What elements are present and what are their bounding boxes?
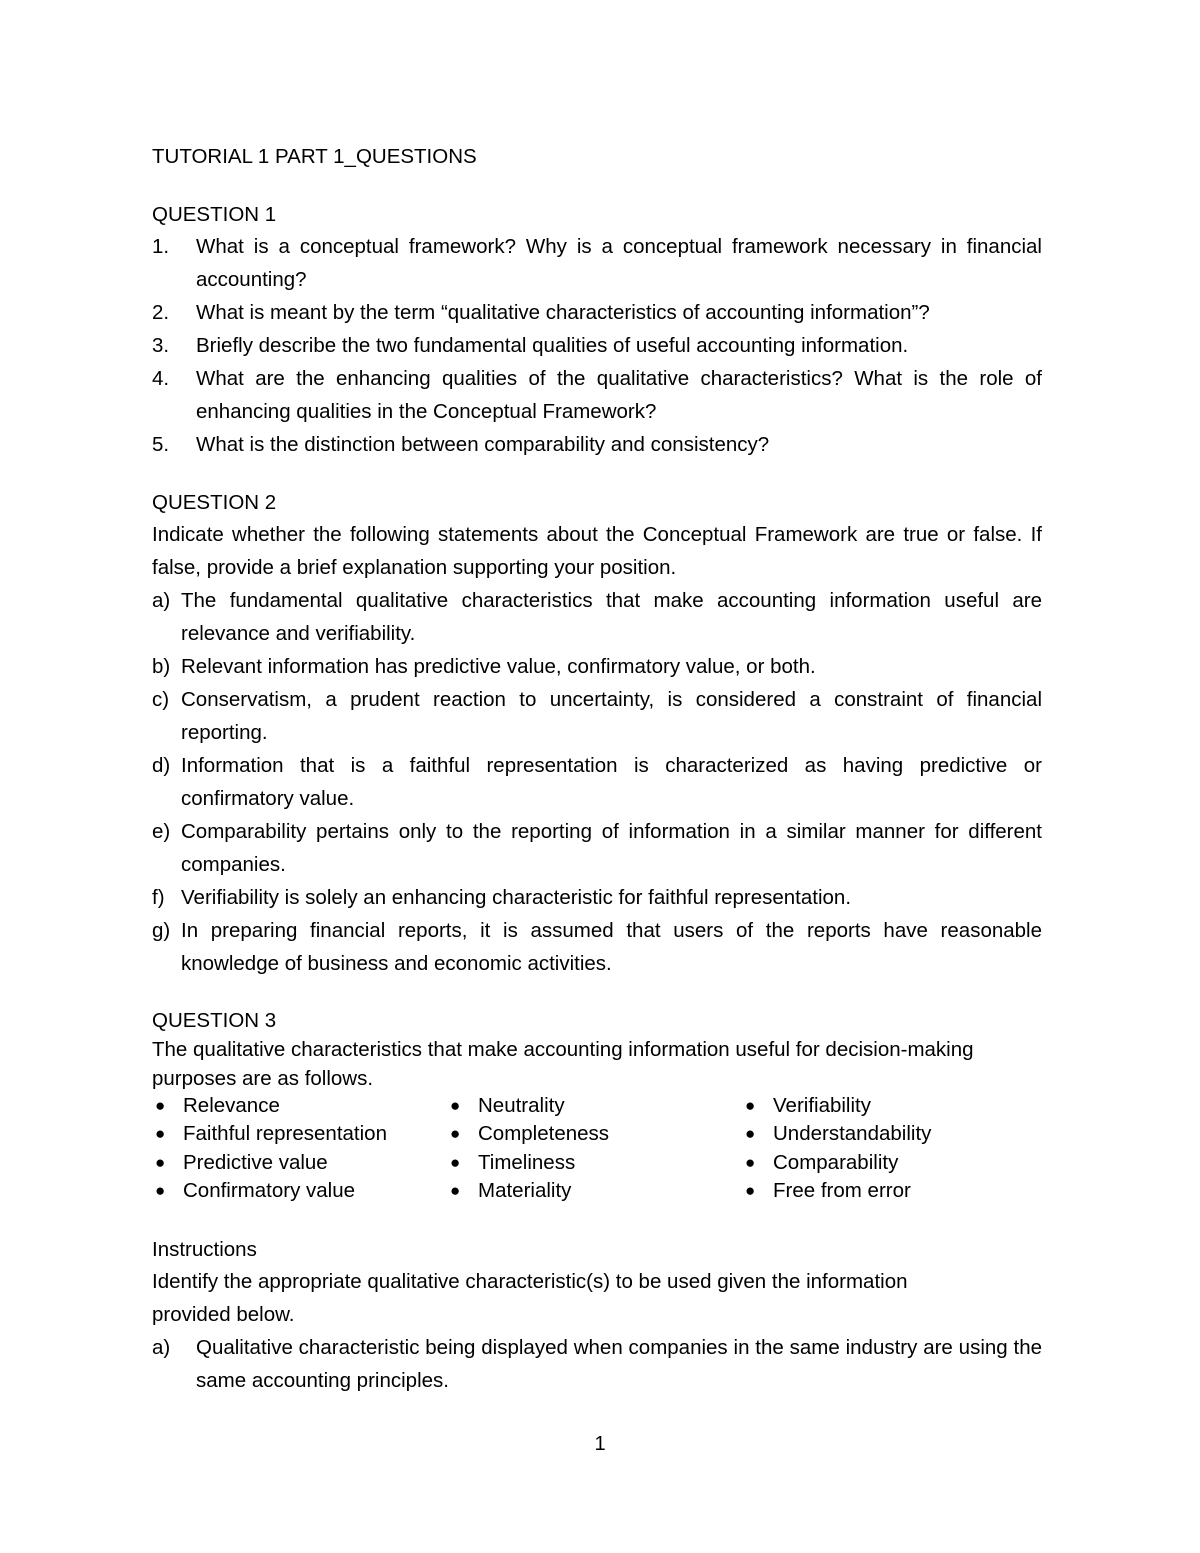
item-label: c) <box>152 688 170 711</box>
list-item <box>152 1092 447 1120</box>
question-3-intro: The qualitative characteristics that make accounting information useful for decision-making purposes are as follows. <box>152 1038 974 1090</box>
list-item <box>742 1177 1037 1205</box>
characteristic-label: Comparability <box>773 1150 899 1174</box>
characteristics-list <box>152 1092 1042 1205</box>
question-3-list <box>152 1331 1042 1397</box>
list-item <box>152 683 1042 749</box>
list-item <box>152 881 1042 914</box>
characteristic-label: Faithful representation <box>183 1122 387 1146</box>
question-3-section <box>152 1006 1042 1093</box>
characteristic-label: Verifiability <box>773 1094 871 1117</box>
item-text: Briefly describe the two fundamental qualities of useful accounting information. <box>196 334 909 357</box>
item-label: a) <box>152 589 171 612</box>
list-item <box>152 584 1042 650</box>
list-item <box>742 1149 1037 1177</box>
item-number: 1. <box>152 235 170 258</box>
document-title: TUTORIAL 1 PART 1_QUESTIONS <box>152 145 477 168</box>
list-item <box>152 1331 1042 1397</box>
item-text: Conservatism, a prudent reaction to uncertainty, is considered a constraint of financial reporting. <box>181 688 1042 744</box>
item-text: What is meant by the term “qualitative characteristics of accounting information”? <box>196 301 930 324</box>
bullet-icon: ● <box>745 1152 756 1172</box>
item-label: d) <box>152 754 171 777</box>
list-item <box>152 749 1042 815</box>
item-number: 2. <box>152 301 170 324</box>
list-item <box>447 1120 742 1148</box>
list-item <box>447 1149 742 1177</box>
bullet-icon: ● <box>155 1124 166 1144</box>
list-item <box>152 650 1042 683</box>
bullet-icon: ● <box>745 1124 756 1144</box>
instructions-heading: Instructions <box>152 1238 257 1261</box>
characteristics-column <box>742 1092 1037 1205</box>
characteristic-label: Completeness <box>478 1122 610 1146</box>
bullet-icon: ● <box>450 1096 461 1115</box>
characteristic-label: Materiality <box>478 1178 572 1202</box>
item-text: What is a conceptual framework? Why is a conceptual framework necessary in financial accounting? <box>196 235 1042 291</box>
item-number: 5. <box>152 433 170 456</box>
characteristic-label: Timeliness <box>478 1150 576 1174</box>
list-item <box>152 1149 447 1177</box>
list-item <box>152 914 1042 980</box>
list-item <box>447 1177 742 1205</box>
question-2-heading: QUESTION 2 <box>152 491 277 514</box>
question-1-heading: QUESTION 1 <box>152 203 277 226</box>
characteristics-column <box>447 1092 742 1205</box>
bullet-icon: ● <box>450 1180 461 1200</box>
page-number: 1 <box>594 1433 606 1455</box>
item-number: 3. <box>152 334 170 357</box>
characteristic-label: Confirmatory value <box>183 1178 356 1202</box>
characteristic-label: Relevance <box>183 1094 280 1117</box>
characteristic-label: Predictive value <box>183 1150 328 1174</box>
item-label: a) <box>152 1336 171 1359</box>
list-item <box>152 815 1042 881</box>
bullet-icon: ● <box>450 1152 461 1172</box>
item-number: 4. <box>152 367 170 390</box>
bullet-icon: ● <box>745 1180 756 1200</box>
item-text: Verifiability is solely an enhancing characteristic for faithful representation. <box>181 886 852 909</box>
item-text: Qualitative characteristic being displayed when companies in the same industry are using the same accounting principles. <box>196 1336 1042 1392</box>
bullet-icon: ● <box>155 1180 166 1200</box>
item-label: g) <box>152 919 171 942</box>
list-item <box>742 1092 1037 1120</box>
item-text: Relevant information has predictive value, confirmatory value, or both. <box>181 655 816 678</box>
list-item <box>152 428 1042 461</box>
bullet-icon: ● <box>155 1152 166 1172</box>
list-item <box>152 1120 447 1148</box>
characteristic-label: Neutrality <box>478 1094 565 1117</box>
item-label: b) <box>152 655 171 678</box>
bullet-icon: ● <box>745 1096 756 1115</box>
list-item <box>152 296 1042 329</box>
list-item <box>152 329 1042 362</box>
bullet-icon: ● <box>450 1124 461 1144</box>
list-item <box>447 1092 742 1120</box>
question-2-section <box>152 488 1042 980</box>
characteristics-column <box>152 1092 447 1205</box>
list-item <box>742 1120 1037 1148</box>
item-label: e) <box>152 820 171 843</box>
item-text: Comparability pertains only to the reporting of information in a similar manner for different companies. <box>181 820 1042 876</box>
item-text: Information that is a faithful representation is characterized as having predictive or confirmatory value. <box>181 754 1042 810</box>
bullet-icon: ● <box>155 1096 166 1115</box>
question-3-heading: QUESTION 3 <box>152 1009 277 1032</box>
item-text: The fundamental qualitative characteristics that make accounting information useful are relevance and verifiability. <box>181 589 1042 645</box>
question-1-section <box>152 200 1042 461</box>
question-2-intro: Indicate whether the following statements about the Conceptual Framework are true or false. If false, provide a brief explanation supporting your position. <box>152 523 1042 579</box>
item-text: What is the distinction between comparability and consistency? <box>196 433 770 456</box>
question-1-list <box>152 230 1042 461</box>
item-label: f) <box>152 886 165 909</box>
item-text: In preparing financial reports, it is assumed that users of the reports have reasonable knowledge of business and economic activities. <box>181 919 1042 975</box>
question-2-list <box>152 584 1042 980</box>
list-item <box>152 362 1042 428</box>
characteristic-label: Understandability <box>773 1122 932 1146</box>
instructions-section <box>152 1235 1042 1397</box>
list-item <box>152 230 1042 296</box>
characteristic-label: Free from error <box>773 1178 911 1202</box>
item-text: What are the enhancing qualities of the qualitative characteristics? What is the role of enhancing qualities in the Conceptual Framework? <box>196 367 1042 423</box>
instructions-text: Identify the appropriate qualitative characteristic(s) to be used given the information provided below. <box>152 1270 908 1326</box>
list-item <box>152 1177 447 1205</box>
